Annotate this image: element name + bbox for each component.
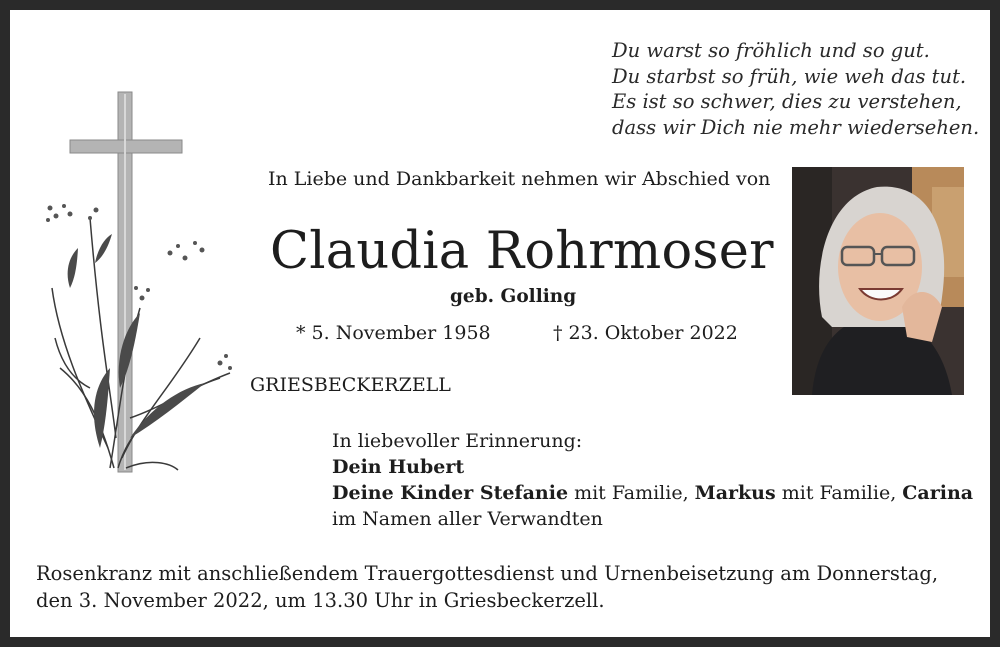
deceased-name: Claudia Rohrmoser <box>270 222 774 281</box>
family-text: mit Familie, <box>568 482 695 504</box>
maiden-name: geb. Golling <box>450 286 577 307</box>
farewell-intro: In Liebe und Dankbarkeit nehmen wir Abschied von <box>268 168 771 190</box>
cross-icon <box>70 92 182 472</box>
hometown: GRIESBECKERZELL <box>250 374 451 396</box>
service-line: Rosenkranz mit anschließendem Trauergottesdienst und Urnenbeisetzung am Donnerstag, <box>36 562 939 585</box>
family-line-relatives: im Namen aller Verwandten <box>332 508 603 530</box>
family-line-spouse: Dein Hubert <box>332 456 465 478</box>
service-line: den 3. November 2022, um 13.30 Uhr in Griesbeckerzell. <box>36 589 605 612</box>
family-intro: In liebevoller Erinnerung: <box>332 430 583 452</box>
cross-illustration <box>30 88 240 478</box>
death-date: † 23. Oktober 2022 <box>553 322 738 344</box>
poem <box>612 38 982 140</box>
poem-line: Es ist so schwer, dies zu verstehen, <box>612 90 962 113</box>
service-info <box>36 560 938 614</box>
blossom-icon <box>46 204 232 370</box>
birth-date: * 5. November 1958 <box>296 322 491 344</box>
grass-icon <box>52 218 230 470</box>
poem-line: dass wir Dich nie mehr wiedersehen. <box>612 115 980 139</box>
portrait-photo <box>792 167 964 395</box>
poem-line: Du warst so fröhlich und so gut. <box>612 39 930 62</box>
children-label: Deine Kinder Stefanie <box>332 482 569 504</box>
family-text: mit Familie, <box>775 482 903 504</box>
family-signature <box>332 428 973 532</box>
child-name: Markus <box>694 482 776 504</box>
child-name: Carina <box>902 482 974 504</box>
poem-line: Du starbst so früh, wie weh das tut. <box>612 64 967 88</box>
family-line-children <box>332 480 973 506</box>
